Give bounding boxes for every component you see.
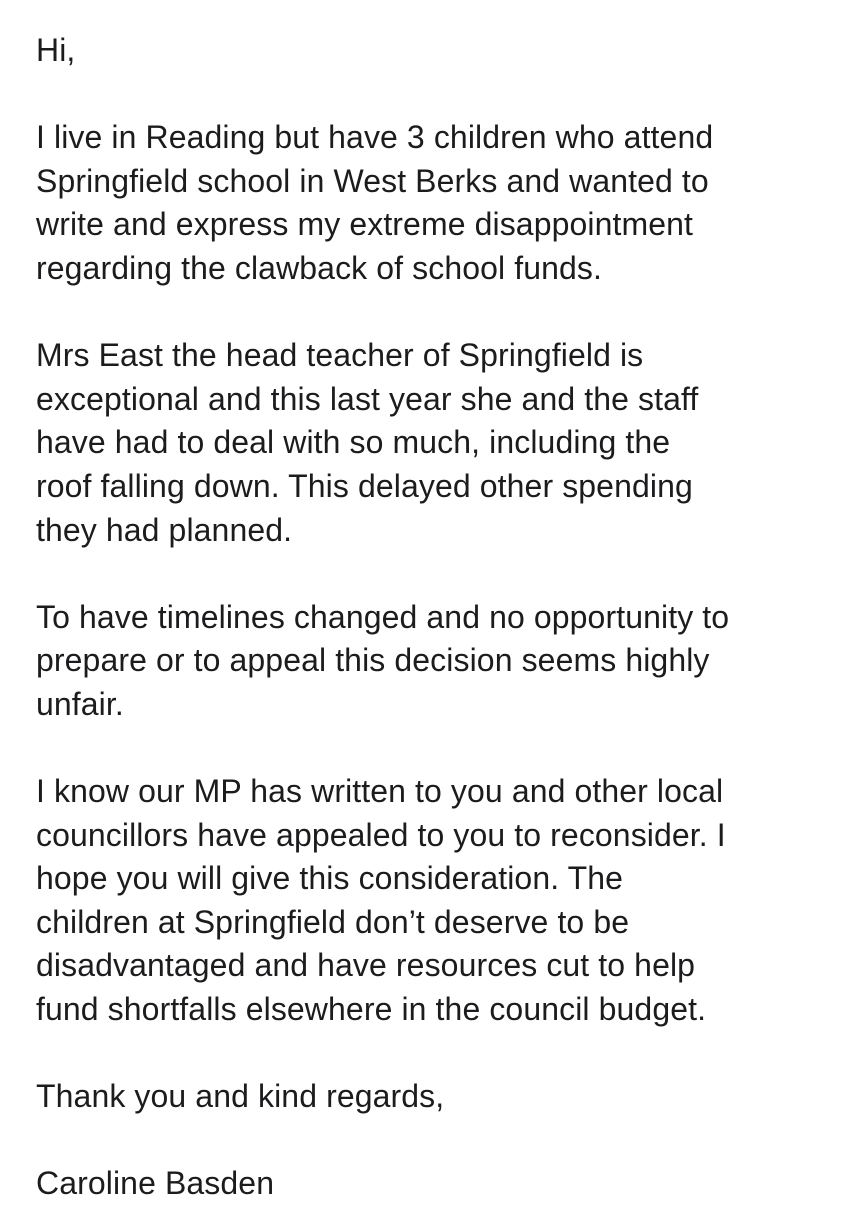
paragraph-line: unfair. bbox=[36, 685, 124, 722]
paragraph-line: I know our MP has written to you and other local bbox=[36, 773, 724, 810]
paragraph-line: I live in Reading but have 3 children who attend bbox=[36, 119, 714, 156]
paragraph-line: exceptional and this last year she and the staff bbox=[36, 380, 699, 417]
paragraph-line: fund shortfalls elsewhere in the council budget. bbox=[36, 991, 707, 1028]
signature bbox=[36, 1162, 836, 1206]
paragraph-2 bbox=[36, 334, 836, 552]
greeting-text: Hi, bbox=[36, 32, 76, 68]
paragraph-line: To have timelines changed and no opportunity to bbox=[36, 598, 730, 635]
paragraph-3 bbox=[36, 596, 836, 727]
paragraph-1 bbox=[36, 116, 836, 290]
paragraph-line: write and express my extreme disappointment bbox=[36, 206, 694, 243]
paragraph-line: regarding the clawback of school funds. bbox=[36, 249, 603, 286]
paragraph-line: disadvantaged and have resources cut to help bbox=[36, 947, 696, 984]
paragraph-line: children at Springfield don’t deserve to be bbox=[36, 903, 630, 940]
paragraph-line: roof falling down. This delayed other spending bbox=[36, 467, 693, 504]
closing-text: Thank you and kind regards, bbox=[36, 1078, 445, 1115]
closing bbox=[36, 1075, 836, 1119]
paragraph-line: councillors have appealed to you to reconsider. I bbox=[36, 816, 726, 853]
paragraph-line: have had to deal with so much, including the bbox=[36, 424, 671, 461]
paragraph-line: Springfield school in West Berks and wanted to bbox=[36, 162, 709, 199]
signature-name: Caroline Basden bbox=[36, 1165, 275, 1202]
paragraph-line: prepare or to appeal this decision seems highly bbox=[36, 642, 710, 679]
email-body bbox=[36, 29, 836, 1206]
greeting bbox=[36, 29, 836, 73]
paragraph-4 bbox=[36, 770, 836, 1032]
paragraph-line: Mrs East the head teacher of Springfield is bbox=[36, 337, 644, 374]
paragraph-line: hope you will give this consideration. The bbox=[36, 860, 624, 897]
paragraph-line: they had planned. bbox=[36, 511, 293, 548]
